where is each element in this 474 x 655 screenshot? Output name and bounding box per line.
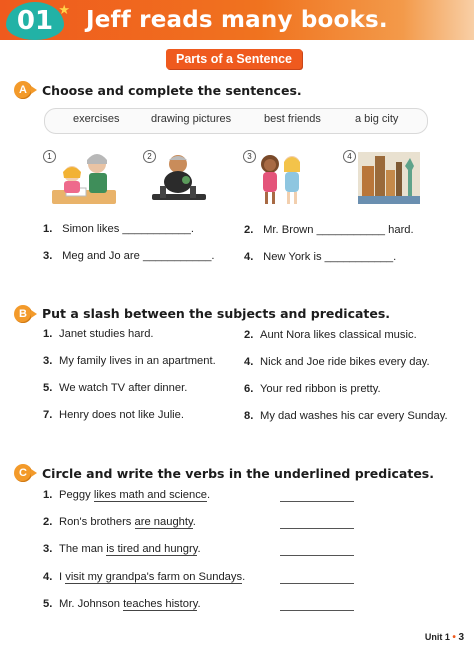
sentence-a-3: 3. Meg and Jo are ___________. — [43, 250, 215, 262]
sentence-b-2[interactable]: 2. Aunt Nora likes classical music. — [244, 329, 417, 341]
sentence-c-2: 2. Ron's brothers are naughty. — [43, 516, 196, 528]
underlined-predicate[interactable]: is tired and hungry — [106, 543, 198, 555]
unit-number: 01 — [16, 6, 54, 36]
sentence-a-1: 1. Simon likes ___________. — [43, 223, 194, 235]
section-a-instruction: Choose and complete the sentences. — [42, 83, 302, 98]
sentence-c-1: 1. Peggy likes math and science. — [43, 489, 211, 501]
sentence-b-3[interactable]: 3. My family lives in an apartment. — [43, 355, 216, 367]
answer-line[interactable] — [280, 583, 354, 584]
sentence-b-1[interactable]: 1. Janet studies hard. — [43, 328, 154, 340]
answer-line[interactable] — [280, 555, 354, 556]
section-b-instruction: Put a slash between the subjects and predicates. — [42, 306, 391, 321]
page-footer — [425, 632, 464, 643]
page-number: 3 — [458, 632, 464, 643]
answer-blank[interactable]: ___________ — [316, 224, 386, 236]
answer-line[interactable] — [280, 501, 354, 502]
topic-label: Parts of a Sentence — [166, 49, 302, 69]
sentence-c-5: 5. Mr. Johnson teaches history. — [43, 598, 201, 610]
page-title: Jeff reads many books. — [86, 7, 388, 33]
underlined-predicate[interactable]: visit my grandpa's farm on Sundays — [65, 571, 243, 583]
man-exercising-picture — [148, 150, 210, 208]
unit-label: Unit 1 — [424, 632, 450, 642]
sentence-c-4: 4. I visit my grandpa's farm on Sundays. — [43, 571, 246, 583]
sentence-b-5[interactable]: 5. We watch TV after dinner. — [43, 382, 188, 394]
sentence-a-2: 2. Mr. Brown ___________ hard. — [244, 224, 414, 236]
answer-blank[interactable]: ___________ — [142, 250, 212, 262]
sentence-b-8[interactable]: 8. My dad washes his car every Sunday. — [244, 410, 448, 422]
star-icon: ★ — [58, 3, 70, 18]
underlined-predicate[interactable]: teaches history — [123, 598, 198, 610]
unit-number-badge — [6, 2, 70, 40]
sentence-c-3: 3. The man is tired and hungry. — [43, 543, 201, 555]
underlined-predicate[interactable]: likes math and science — [93, 489, 208, 501]
best-friends-picture — [254, 152, 310, 208]
word-bank — [44, 108, 428, 134]
word-bank-item: best friends — [264, 113, 321, 125]
word-bank-item: drawing pictures — [151, 113, 232, 125]
underlined-predicate[interactable]: are naughty — [134, 516, 193, 528]
big-city-picture — [358, 152, 420, 204]
sentence-b-6[interactable]: 6. Your red ribbon is pretty. — [244, 383, 381, 395]
answer-blank[interactable]: ___________ — [324, 251, 394, 263]
section-a-badge: A — [14, 81, 32, 99]
answer-line[interactable] — [280, 528, 354, 529]
picture-number: 4 — [343, 150, 356, 163]
girl-drawing-picture — [50, 150, 120, 208]
answer-blank[interactable]: ___________ — [122, 223, 191, 235]
sentence-b-4[interactable]: 4. Nick and Joe ride bikes every day. — [244, 356, 430, 368]
picture-number: 1 — [43, 150, 56, 163]
separator-dot: • — [452, 632, 456, 643]
sentence-b-7[interactable]: 7. Henry does not like Julie. — [43, 409, 184, 421]
word-bank-item: exercises — [73, 113, 120, 125]
answer-line[interactable] — [280, 610, 354, 611]
picture-number: 2 — [143, 150, 156, 163]
section-c-badge: C — [14, 464, 32, 482]
picture-number: 3 — [243, 150, 256, 163]
sentence-a-4: 4. New York is ___________. — [244, 251, 397, 263]
word-bank-item: a big city — [355, 113, 399, 125]
section-b-badge: B — [14, 305, 32, 323]
section-c-instruction: Circle and write the verbs in the underlined predicates. — [42, 466, 434, 481]
